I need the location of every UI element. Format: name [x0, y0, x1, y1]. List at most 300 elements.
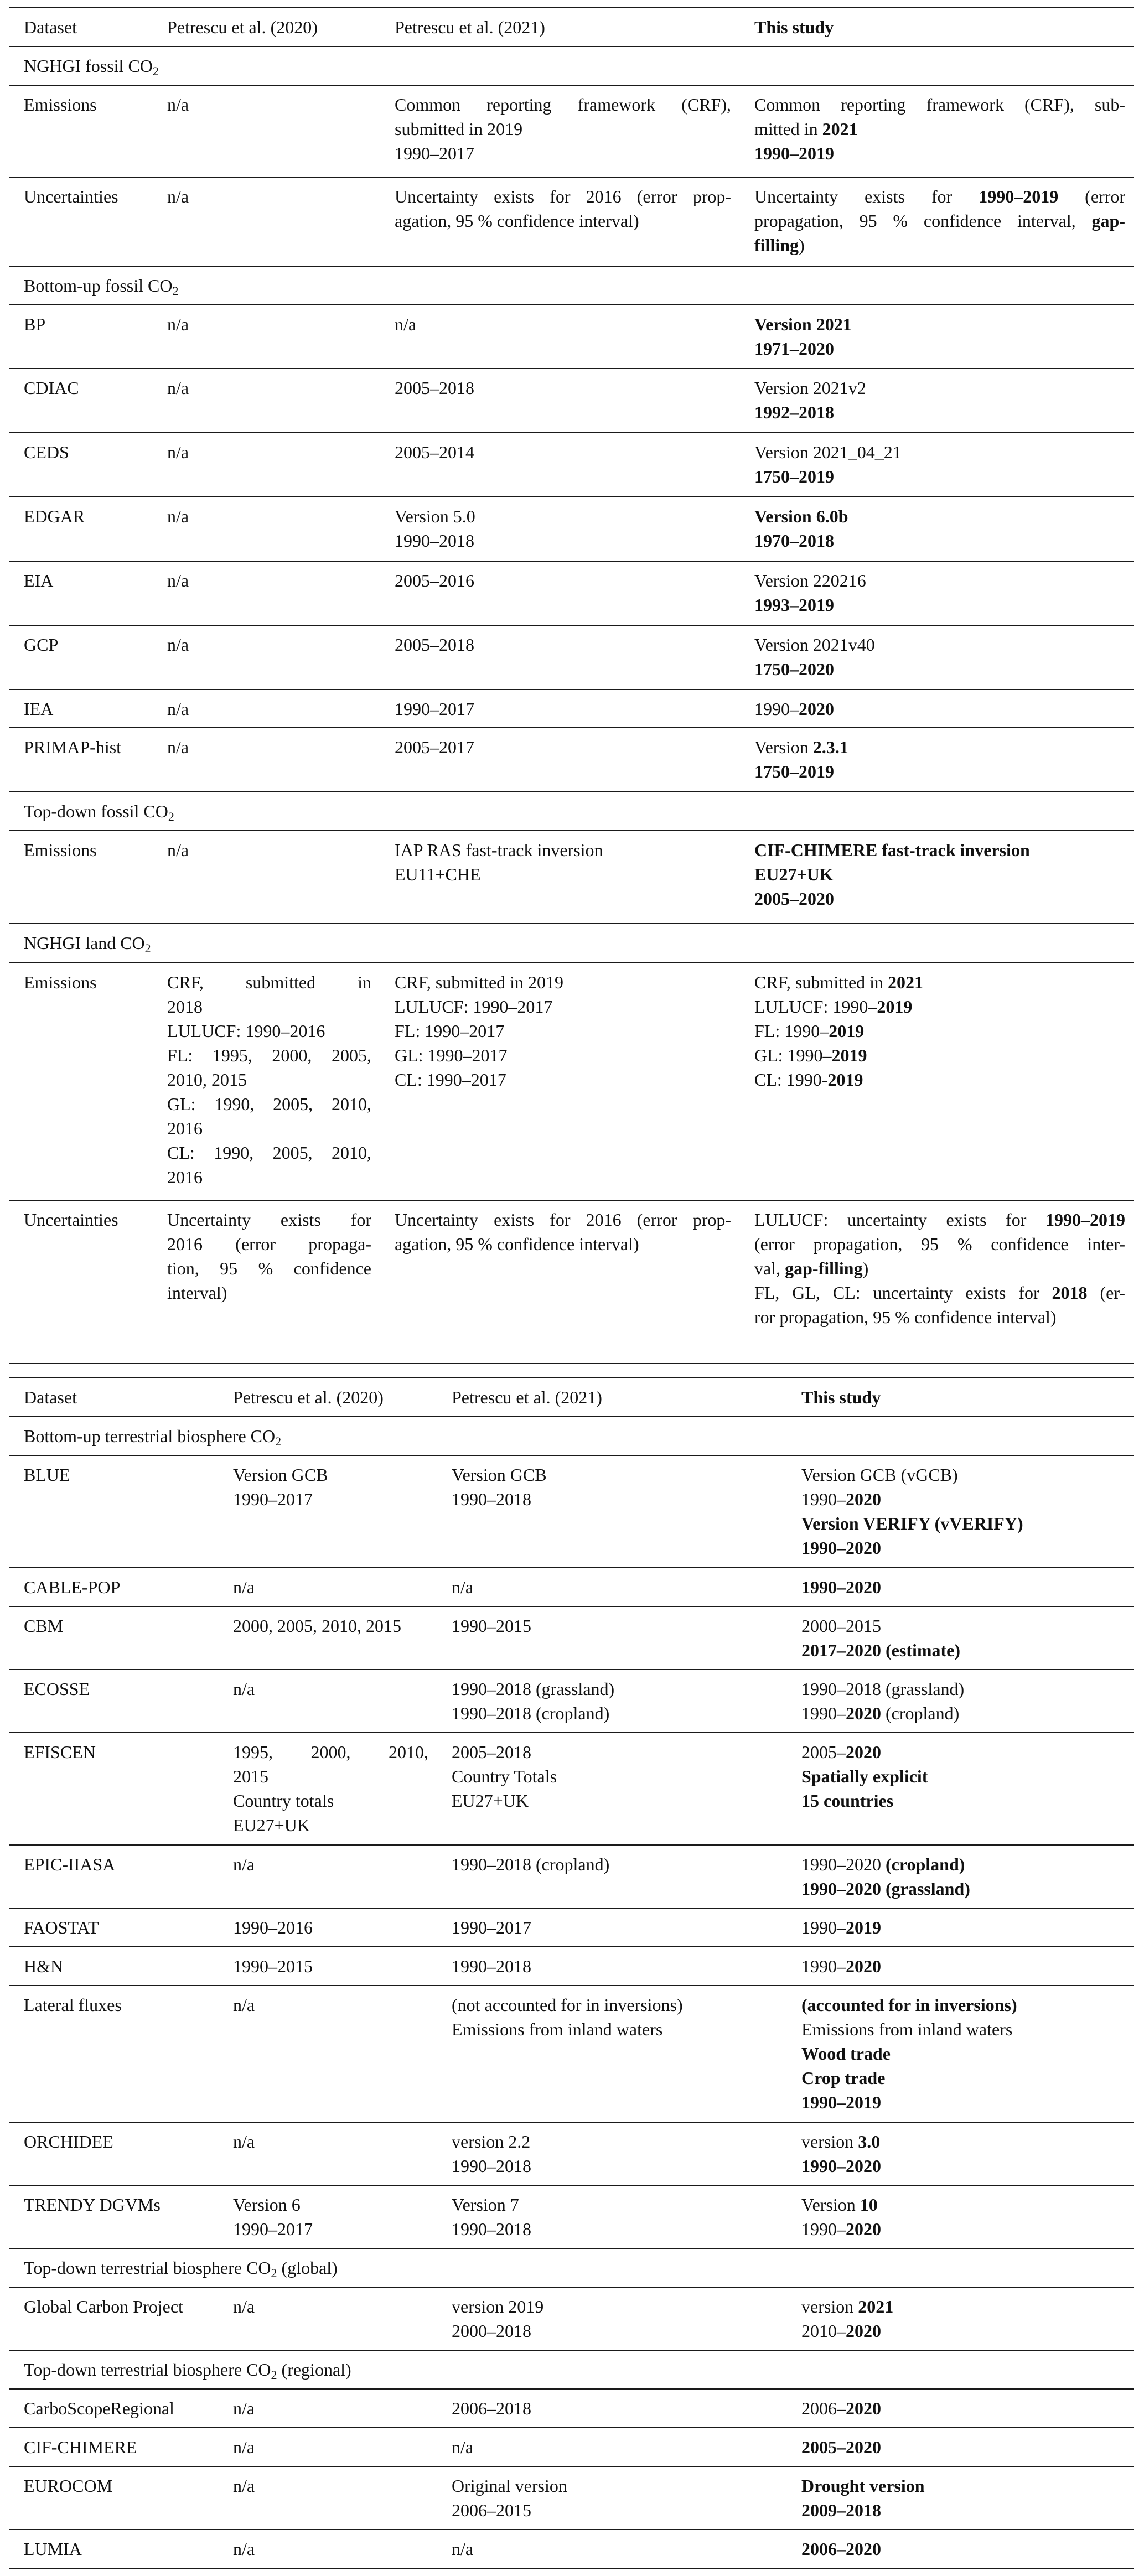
text: 1990–	[801, 1489, 846, 1509]
cell-line	[801, 2396, 1125, 2420]
this-study-cell	[787, 2530, 1134, 2568]
this-study-cell	[740, 728, 1134, 792]
text: n/a	[167, 186, 189, 206]
cell-line	[167, 633, 371, 657]
petrescu-2020-cell	[153, 561, 380, 625]
bold-text: Version 6.0b	[754, 506, 848, 526]
cell-line	[801, 1487, 1125, 1511]
header-row	[9, 8, 1134, 46]
petrescu-2021-cell	[380, 1200, 740, 1364]
this-study-cell	[740, 369, 1134, 433]
text: 2005–2018	[395, 635, 474, 655]
section-label	[24, 2357, 1125, 2382]
cell-line	[167, 504, 371, 528]
text: 1990–	[801, 1956, 846, 1976]
cell-line	[233, 2129, 428, 2154]
text: version 2019	[452, 2297, 544, 2316]
petrescu-2021-cell	[380, 831, 740, 924]
text: 1990–	[801, 1703, 846, 1723]
petrescu-2020-cell	[219, 2287, 437, 2350]
section-row-bottom-up-fossil-co2	[9, 266, 1134, 305]
cell-line	[452, 2319, 778, 2343]
text: GL: 1990, 2005, 2010,	[167, 1094, 371, 1114]
petrescu-2020-cell	[153, 177, 380, 266]
cell-line	[167, 697, 371, 721]
text: 1990–2018	[452, 1956, 531, 1976]
this-study-cell	[787, 2287, 1134, 2350]
petrescu-2020-cell	[219, 1947, 437, 1986]
cell-line	[801, 2498, 1125, 2522]
cell-line	[24, 1207, 144, 1232]
section-label-suffix: (global)	[277, 2258, 338, 2278]
cell-line	[24, 735, 144, 759]
petrescu-2020-cell	[219, 2389, 437, 2428]
petrescu-2021-cell	[437, 1733, 787, 1845]
table-row-ceds	[9, 433, 1134, 497]
text: n/a	[452, 2539, 474, 2559]
table-row-trendy-dgvms	[9, 2185, 1134, 2248]
petrescu-2020-cell	[153, 85, 380, 177]
cell-line	[167, 1116, 371, 1141]
bold-text: 2019	[877, 997, 913, 1017]
cell-line	[754, 697, 1125, 721]
bold-text: filling	[754, 235, 799, 255]
text: n/a	[233, 1854, 255, 1874]
table-row-cable-pop	[9, 1568, 1134, 1606]
text: 2006–2018	[452, 2398, 531, 2418]
cell-line	[452, 2217, 778, 2241]
cell-line	[233, 2193, 428, 2217]
text: CEDS	[24, 442, 69, 462]
cell-line	[395, 1207, 731, 1232]
text: GCP	[24, 635, 59, 655]
text: version	[801, 2297, 858, 2316]
bold-text: Spatially explicit	[801, 1766, 928, 1786]
bold-text: 1990–2020 (grassland)	[801, 1879, 970, 1899]
bold-text: 1990–2019	[801, 2092, 881, 2112]
this-study-cell	[787, 1568, 1134, 1606]
column-header-label: Petrescu et al. (2021)	[452, 1387, 602, 1407]
cell-line	[754, 862, 1125, 887]
table-row-iea	[9, 690, 1134, 728]
cell-line	[801, 2066, 1125, 2090]
cell-line	[801, 2090, 1125, 2114]
text: n/a	[167, 840, 189, 860]
section-label-suffix: (regional)	[277, 2360, 351, 2380]
section-label-text: Top-down terrestrial biosphere CO	[24, 2258, 271, 2278]
text: 2000–2015	[801, 1616, 881, 1636]
section-label	[24, 931, 1125, 955]
bold-text: 1750–2020	[754, 659, 834, 679]
dataset-cell	[9, 2185, 219, 2248]
text: n/a	[167, 442, 189, 462]
petrescu-2020-cell	[219, 1908, 437, 1947]
dataset-cell	[9, 1908, 219, 1947]
cell-line	[233, 1740, 428, 1764]
cell-line	[452, 2435, 778, 2459]
cell-line	[801, 1877, 1125, 1901]
cell-line	[754, 1256, 1125, 1281]
this-study-cell	[740, 497, 1134, 561]
cell-line	[24, 1575, 210, 1599]
text: 2005–2018	[395, 378, 474, 398]
cell-line	[233, 1764, 428, 1789]
this-study-cell	[787, 1947, 1134, 1986]
petrescu-2020-cell	[153, 690, 380, 728]
cell-line	[167, 1067, 371, 1092]
text: mitted in	[754, 119, 822, 139]
text: Emissions	[24, 972, 97, 992]
cell-line	[167, 92, 371, 117]
text: Emissions from inland waters	[801, 2019, 1013, 2039]
bold-text: Crop trade	[801, 2068, 886, 2088]
petrescu-2020-cell	[153, 1200, 380, 1364]
subscript: 2	[271, 2368, 277, 2382]
bold-text: 2020	[846, 1489, 881, 1509]
table-row-carboscoperegional	[9, 2389, 1134, 2428]
text: submitted in 2019	[395, 119, 523, 139]
cell-line	[167, 1232, 371, 1256]
cell-line	[452, 2396, 778, 2420]
cell-line	[395, 1067, 731, 1092]
cell-line	[395, 994, 731, 1019]
petrescu-2020-cell	[219, 2466, 437, 2530]
petrescu-2020-cell	[153, 497, 380, 561]
text: 2006–2015	[452, 2500, 531, 2520]
bold-text: 2019	[829, 1021, 865, 1041]
petrescu-2021-cell	[437, 2466, 787, 2530]
cell-line	[395, 440, 731, 464]
dataset-cell	[9, 625, 153, 690]
cell-line	[801, 1993, 1125, 2017]
petrescu-2020-cell	[219, 1606, 437, 1670]
text: agation, 95 % confidence interval)	[395, 1234, 639, 1254]
text: TRENDY DGVMs	[24, 2195, 161, 2215]
table-row-eia	[9, 561, 1134, 625]
text: val,	[754, 1258, 785, 1278]
dataset-cell	[9, 831, 153, 924]
section-row-nghgi-fossil-co2	[9, 46, 1134, 85]
text: FL, GL, CL: uncertainty exists for	[754, 1283, 1052, 1303]
this-study-cell	[787, 2466, 1134, 2530]
table-row-efiscen	[9, 1733, 1134, 1845]
text: Country Totals	[452, 1766, 557, 1786]
text: agation, 95 % confidence interval)	[395, 211, 639, 231]
cell-line	[452, 1575, 778, 1599]
cell-line	[395, 633, 731, 657]
text: CBM	[24, 1616, 64, 1636]
column-header-dataset	[9, 8, 153, 46]
text: ECOSSE	[24, 1679, 90, 1699]
dataset-cell	[9, 728, 153, 792]
bold-text: 2020	[846, 2398, 881, 2418]
bold-text: 2020	[846, 1742, 881, 1762]
cell-line	[233, 1915, 428, 1940]
cell-line	[754, 92, 1125, 117]
petrescu-2020-cell	[219, 1733, 437, 1845]
petrescu-2021-cell	[437, 1947, 787, 1986]
petrescu-2021-cell	[437, 2530, 787, 2568]
this-study-cell	[740, 177, 1134, 266]
dataset-cell	[9, 1606, 219, 1670]
text: IEA	[24, 699, 54, 719]
cell-line	[452, 1764, 778, 1789]
text: Version GCB	[233, 1465, 328, 1485]
cell-line	[167, 1207, 371, 1232]
bold-text: 2020	[846, 1703, 881, 1723]
text: 1990–2018	[452, 2219, 531, 2239]
cell-line	[801, 1701, 1125, 1725]
dataset-cell	[9, 2466, 219, 2530]
text: EU27+UK	[233, 1815, 310, 1835]
cell-line	[395, 312, 731, 336]
text: LULUCF: 1990–2016	[167, 1021, 325, 1041]
dataset-cell	[9, 85, 153, 177]
column-header-petrescu-et-al-2020	[219, 1378, 437, 1417]
text: n/a	[167, 699, 189, 719]
cell-line	[452, 1852, 778, 1877]
cell-line	[754, 117, 1125, 141]
text: CL: 1990–2017	[395, 1070, 506, 1090]
bold-text: CIF-CHIMERE fast-track inversion	[754, 840, 1030, 860]
this-study-cell	[740, 831, 1134, 924]
table-row-faostat	[9, 1908, 1134, 1947]
section-label	[24, 54, 1125, 78]
cell-line	[754, 593, 1125, 617]
text: n/a	[233, 1679, 255, 1699]
text: Emissions from inland waters	[452, 2019, 663, 2039]
bold-text: 1990–2019	[979, 186, 1059, 206]
cell-line	[24, 92, 144, 117]
cell-line	[452, 1463, 778, 1487]
text: 2000, 2005, 2010, 2015	[233, 1616, 401, 1636]
bold-text: 2019	[831, 1045, 867, 1065]
text: 1990–2018	[452, 1489, 531, 1509]
text: Uncertainties	[24, 186, 118, 206]
text: 1990–2017	[233, 2219, 313, 2239]
dataset-cell	[9, 1455, 219, 1568]
this-study-cell	[787, 1908, 1134, 1947]
bold-text: 1990–2020	[801, 1538, 881, 1558]
bold-text: 2009–2018	[801, 2500, 881, 2520]
bold-text: gap-	[1091, 211, 1125, 231]
cell-line	[395, 1043, 731, 1067]
petrescu-2020-cell	[219, 2122, 437, 2185]
cell-line	[167, 376, 371, 400]
text: n/a	[233, 2297, 255, 2316]
cell-line	[24, 2294, 210, 2319]
bold-text: Wood trade	[801, 2044, 891, 2064]
cell-line	[452, 1677, 778, 1701]
cell-line	[167, 1141, 371, 1165]
cell-line	[24, 1852, 210, 1877]
cell-line	[452, 1915, 778, 1940]
text: 2005–2016	[395, 571, 474, 590]
table-row-cbm	[9, 1606, 1134, 1670]
cell-line	[167, 735, 371, 759]
text: Version 220216	[754, 571, 866, 590]
text: (not accounted for in inversions)	[452, 1995, 683, 2015]
dataset-cell	[9, 2122, 219, 2185]
text: Version 6	[233, 2195, 301, 2215]
column-header-petrescu-et-al-2020	[153, 8, 380, 46]
text: Uncertainty exists for 2016 (error prop-	[395, 186, 731, 206]
subscript: 2	[271, 2266, 277, 2280]
cell-line	[801, 1614, 1125, 1638]
cell-line	[233, 2294, 428, 2319]
text: FL: 1990–2017	[395, 1021, 505, 1041]
this-study-cell	[787, 1733, 1134, 1845]
table-row-epic-iiasa	[9, 1845, 1134, 1908]
cell-line	[452, 2474, 778, 2498]
table-row-emissions	[9, 963, 1134, 1200]
text: Version	[801, 2195, 860, 2215]
petrescu-2021-cell	[437, 1606, 787, 1670]
column-header-label: This study	[754, 17, 834, 37]
text: n/a	[233, 2476, 255, 2496]
bold-text: 2021	[822, 119, 858, 139]
petrescu-2021-cell	[437, 1455, 787, 1568]
text: EUROCOM	[24, 2476, 113, 2496]
dataset-cell	[9, 1200, 153, 1364]
cell-line	[452, 2193, 778, 2217]
petrescu-2021-cell	[380, 625, 740, 690]
section-label-text: Bottom-up fossil CO	[24, 276, 173, 296]
text: H&N	[24, 1956, 64, 1976]
text: n/a	[233, 2398, 255, 2418]
text: (error propagation, 95 % confidence inter-	[754, 1234, 1125, 1254]
text: CDIAC	[24, 378, 79, 398]
cell-line	[754, 1043, 1125, 1067]
dataset-cell	[9, 1845, 219, 1908]
section-row-top-down-fossil-co2	[9, 792, 1134, 831]
cell-line	[801, 1511, 1125, 1536]
petrescu-2020-cell	[219, 2185, 437, 2248]
text: n/a	[167, 378, 189, 398]
section-heading	[9, 2248, 1134, 2287]
cell-line	[452, 1740, 778, 1764]
section-heading	[9, 266, 1134, 305]
cell-line	[395, 117, 731, 141]
table-row-uncertainties	[9, 177, 1134, 266]
bold-text: 1971–2020	[754, 339, 834, 359]
table-row-h-n	[9, 1947, 1134, 1986]
cell-line	[233, 1789, 428, 1813]
text: 1990–2017	[395, 143, 474, 163]
cell-line	[452, 1701, 778, 1725]
text: Uncertainty exists for	[754, 186, 979, 206]
dataset-cell	[9, 2389, 219, 2428]
cell-line	[24, 376, 144, 400]
cell-line	[395, 970, 731, 994]
bold-text: Drought version	[801, 2476, 925, 2496]
text: FL: 1990–	[754, 1021, 829, 1041]
text: CL: 1990-	[754, 1070, 828, 1090]
section-label-text: Bottom-up terrestrial biosphere CO	[24, 1426, 276, 1446]
cell-line	[452, 2129, 778, 2154]
cell-line	[395, 184, 731, 209]
text: (error	[1058, 186, 1126, 206]
cell-line	[24, 2537, 210, 2561]
text: LULUCF: uncertainty exists for	[754, 1210, 1045, 1230]
text: 2018	[167, 997, 203, 1017]
cell-line	[395, 141, 731, 165]
cell-line	[395, 862, 731, 887]
text: CABLE-POP	[24, 1577, 121, 1597]
this-study-cell	[787, 2428, 1134, 2466]
this-study-cell	[787, 1845, 1134, 1908]
cell-line	[754, 970, 1125, 994]
cell-line	[452, 1789, 778, 1813]
text: (cropland)	[881, 1703, 960, 1723]
text: 1990–2017	[395, 699, 474, 719]
cell-line	[754, 1232, 1125, 1256]
petrescu-2021-cell	[437, 1670, 787, 1733]
bold-text: 15 countries	[801, 1791, 894, 1811]
cell-line	[167, 1281, 371, 1305]
text: IAP RAS fast-track inversion	[395, 840, 603, 860]
table-row-blue	[9, 1455, 1134, 1568]
text: Version	[754, 737, 813, 757]
cell-line	[233, 1575, 428, 1599]
text: BLUE	[24, 1465, 70, 1485]
dataset-cell	[9, 1947, 219, 1986]
cell-line	[801, 1575, 1125, 1599]
text: 2010, 2015	[167, 1070, 247, 1090]
text: 2016	[167, 1118, 203, 1138]
bold-text: 2020	[846, 2321, 881, 2341]
text: 2005–	[801, 1742, 846, 1762]
text: LULUCF: 1990–	[754, 997, 877, 1017]
text: )	[799, 235, 805, 255]
section-label-text: Top-down terrestrial biosphere CO	[24, 2360, 271, 2380]
bold-text: 2017–2020 (estimate)	[801, 1640, 961, 1660]
text: 1990–2017	[452, 1917, 531, 1937]
text: ror propagation, 95 % confidence interval)	[754, 1307, 1057, 1327]
text: Global Carbon Project	[24, 2297, 183, 2316]
text: 1990–2016	[233, 1917, 313, 1937]
bold-text: (accounted for in inversions)	[801, 1995, 1017, 2015]
cell-line	[395, 735, 731, 759]
cell-line	[754, 1067, 1125, 1092]
section-label	[24, 1424, 1125, 1448]
petrescu-2021-cell	[380, 369, 740, 433]
cell-line	[395, 568, 731, 593]
text: Version GCB	[452, 1465, 547, 1485]
text: n/a	[233, 2539, 255, 2559]
cell-line	[233, 1614, 428, 1638]
cell-line	[452, 1614, 778, 1638]
bold-text: 1990–2020	[801, 2156, 881, 2176]
subscript: 2	[152, 64, 159, 78]
text: LULUCF: 1990–2017	[395, 997, 553, 1017]
cell-line	[801, 2041, 1125, 2066]
text: Emissions	[24, 840, 97, 860]
dataset-comparison-table-part-2	[9, 1377, 1134, 2569]
cell-line	[754, 838, 1125, 862]
cell-line	[167, 312, 371, 336]
dataset-cell	[9, 2428, 219, 2466]
cell-line	[233, 1852, 428, 1877]
column-header-label: This study	[801, 1387, 881, 1407]
cell-line	[24, 838, 144, 862]
cell-line	[233, 1954, 428, 1978]
cell-line	[754, 735, 1125, 759]
bold-text: 2021	[858, 2297, 894, 2316]
text: n/a	[395, 314, 417, 334]
dataset-cell	[9, 1568, 219, 1606]
bold-text: 10	[860, 2195, 878, 2215]
